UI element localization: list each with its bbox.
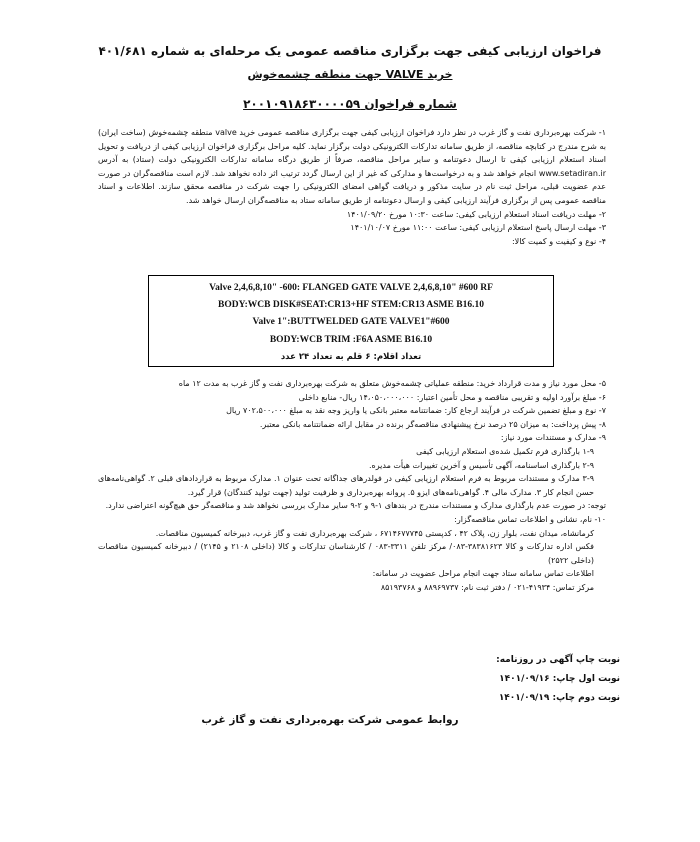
notice-subtitle	[0, 68, 700, 81]
spec-line-3: Valve 1":BUTTWELDED GATE VALVE1"#600	[252, 317, 450, 328]
section-1-4	[98, 126, 606, 248]
publication-first: نوبت اول چاپ: ۱۴۰۱/۰۹/۱۶	[499, 674, 620, 684]
notice-number-text: شماره فراخوان ۲۰۰۱۰۹۱۸۶۳۰۰۰۰۵۹	[243, 97, 457, 111]
notice-title: فراخوان ارزیابی کیفی جهت برگزاری مناقصه عمومی یک مرحله‌ای به شماره ۴۰۱/۶۸۱	[98, 44, 602, 58]
paragraph-2: ۲- مهلت دریافت اسناد استعلام ارزیابی کیفی: ساعت ۱۰:۳۰ مورخ ۱۴۰۱/۰۹/۲۰	[346, 209, 606, 219]
section-5-10	[98, 377, 606, 595]
fax-text: فکس اداره تدارکات و کالا ۳۸۳۸۱۶۲۳-۰۸۳/ مرکز تلفن ۳۳۱۱-۰۸۳ / کارشناسان تدارکات و کالا (داخلی ۲۱۰۸ و ۲۱۴۵) / دبیرخانه کمیسیون مناقصات (داخلی ۲۵۲۲)	[98, 542, 595, 565]
paragraph-9-3: ۳-۹ مدارک و مستندات مربوط به فرم استعلام ارزیابی کیفی در فولدرهای جداگانه تحت عنوان ۱. مدارک مربوط به قراردادهای قبلی ۲. گواهی‌نامه‌های حسن انجام کار ۳. مدارک مالی ۴. گواهی‌نامه‌های ایزو ۵. پروانه بهره‌برداری و ظرفیت تولید (جهت تولید کنندگان) قرار گیرد.	[98, 474, 595, 497]
publication-schedule	[200, 651, 620, 708]
paragraph-7: ۷- نوع و مبلغ تضمین شرکت در فرآیند ارجاع کار: ضمانتنامه معتبر بانکی یا واریز وجه نقد به مبلغ ۷۰۲،۵۰۰،۰۰۰ ریال	[226, 406, 606, 416]
spec-item-count: تعداد اقلام: ۶ قلم به تعداد ۲۴ عدد	[280, 351, 422, 362]
paragraph-note: توجه: در صورت عدم بارگذاری مدارک و مستندات مندرج در بندهای ۱-۹ و ۲-۹ سایر مدارک بررسی نخواهد شد و مناقصه‌گر حق هیچ‌گونه اعتراضی ندارد.	[105, 501, 606, 511]
goods-spec-box	[148, 275, 554, 367]
paragraph-10: ۱۰- نام، نشانی و اطلاعات تماس مناقصه‌گزار:	[454, 514, 606, 524]
paragraph-9-1: ۱-۹ بارگذاری فرم تکمیل شده‌ی استعلام ارزیابی کیفی	[416, 446, 594, 456]
signature-line: روابط عمومی شرکت بهره‌برداری نفت و گاز غرب	[201, 714, 459, 726]
publication-second: نوبت دوم چاپ: ۱۴۰۱/۰۹/۱۹	[498, 693, 620, 703]
paragraph-1: ۱- شرکت بهره‌برداری نفت و گاز غرب در نظر دارد فراخوان ارزیابی کیفی جهت برگزاری مناقصه عمومی خرید valve منطقه چشمه‌خوش (ساخت ایران) به شرح مندرج در کتابچه مناقصه، از طریق سامانه تدارکات الکترونیکی دولت برگزار نماید. کلیه مراحل برگزاری فراخوان ارزیابی کیفی از دریافت و تحویل اسناد استعلام ارزیابی کیفی تا ارسال دعوتنامه و سایر مراحل مناقصه، صرفاً از طریق درگاه سامانه تدارکات الکترونیکی دولت (ستاد) به آدرس www.setadiran.ir انجام خواهد شد و به درخواست‌ها و مدارکی که غیر از این ارسال گردد ترتیب اثر داده نخواهد شد. لازم است مناقصه‌گران در صورت عدم عضویت قبلی، مراحل ثبت نام در سایت مذکور و دریافت گواهی امضای الکترونیکی را جهت شرکت در مناقصه محقق سازند. اطلاعات و اسناد مناقصه عمومی پس از برگزاری فرآیند ارزیابی کیفی و ارسال دعوتنامه از طریق سامانه ستاد به مناقصه‌گران ارسال خواهد شد.	[98, 128, 606, 205]
paragraph-4: ۴- نوع و کیفیت و کمیت کالا:	[511, 236, 606, 246]
notice-number	[0, 97, 700, 111]
spec-line-4: BODY:WCB TRIM :F6A ASME B16.10	[269, 334, 433, 345]
paragraph-5: ۵- محل مورد نیاز و مدت قرارداد خرید: منطقه عملیاتی چشمه‌خوش متعلق به شرکت بهره‌برداری نفت و گاز غرب به مدت ۱۲ ماه	[178, 379, 606, 388]
paragraph-6: ۶- مبلغ برآورد اولیه و تقریبی مناقصه و محل تأمین اعتبار: ۱۴،۰۵۰،۰۰۰،۰۰۰ ریال- منابع داخلی	[298, 392, 606, 402]
address-text: کرمانشاه، میدان نفت، بلوار زن، پلاک ۴۲ ، کدپستی ۶۷۱۴۶۷۷۷۴۵ ، شرکت بهره‌برداری نفت و گاز غرب، دبیرخانه کمیسیون مناقصات.	[155, 528, 594, 538]
contact-text: مرکز تماس: ۴۱۹۳۴-۰۲۱ / دفتر ثبت نام: ۸۸۹۶۹۷۳۷ و ۸۵۱۹۳۷۶۸	[380, 582, 594, 592]
paragraph-9: ۹- مدارک و مستندات مورد نیاز:	[500, 433, 606, 443]
spec-line-1: Valve 2,4,6,8,10" -600: FLANGED GATE VALVE 2,4,6,8,10" #600 RF	[209, 283, 493, 293]
paragraph-9-2: ۲-۹ بارگذاری اساسنامه، آگهی تأسیس و آخرین تغییرات هیأت مدیره.	[369, 460, 594, 470]
paragraph-8: ۸- پیش پرداخت: به میزان ۲۵ درصد نرخ پیشنهادی مناقصه‌گر برنده در مقابل ارائه ضمانتنامه بانکی معتبر.	[259, 419, 606, 429]
subtitle-text: خرید VALVE جهت منطقه چشمه‌خوش	[247, 68, 453, 81]
publication-heading: نوبت چاپ آگهی در روزنامه:	[496, 655, 620, 665]
spec-line-2: BODY:WCB DISK#SEAT:CR13+HF STEM:CR13 ASME B16.10	[218, 300, 484, 311]
setad-info-text: اطلاعات تماس سامانه ستاد جهت انجام مراحل عضویت در سامانه:	[372, 569, 594, 579]
paragraph-3: ۳- مهلت ارسال پاسخ استعلام ارزیابی کیفی: ساعت ۱۱:۰۰ مورخ ۱۴۰۱/۱۰/۰۷	[350, 223, 606, 233]
